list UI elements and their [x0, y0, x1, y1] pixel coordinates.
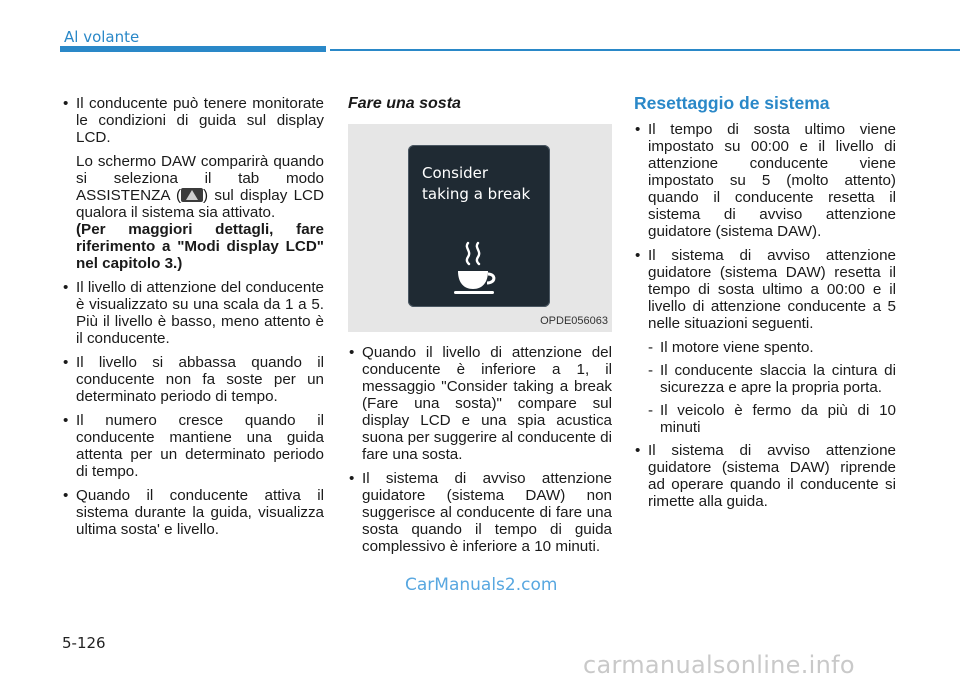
- text-run: Lo schermo DAW comparirà quando si seleziona il tab modo ASSISTENZA (: [76, 153, 324, 204]
- section-heading: Resettaggio de sistema: [634, 93, 830, 113]
- screen-message: [422, 163, 544, 205]
- section-heading: Fare una sosta: [348, 95, 461, 112]
- watermark-link[interactable]: CarManuals2.com: [405, 575, 558, 595]
- bold-reference: (Per maggiori dettagli, fare riferimento a "Modi display LCD" nel capitolo 3.): [76, 221, 324, 272]
- screen-message-line: taking a break: [422, 185, 531, 203]
- header-rule-thick: [60, 46, 326, 52]
- list-item: • Quando il livello di attenzione del conducente è inferiore a 1, il messaggio "Consider taking a break (Fare una sosta)" compare sul display LCD e una spia acustica suona per suggerire al conducente di fare una sosta.: [348, 344, 612, 463]
- site-watermark: carmanualsonline.info: [583, 651, 855, 679]
- sub-list-item: - Il veicolo è fermo da più di 10 minuti: [634, 402, 896, 436]
- figure-code: OPDE056063: [540, 315, 608, 327]
- screen-message-line: Consider: [422, 164, 489, 182]
- paragraph: • Il conducente può tenere monitorate le condizioni di guida sul display LCD.: [76, 95, 324, 146]
- list-item: • Il sistema di avviso attenzione guidatore (sistema DAW) riprende ad operare quando il conducente si rimette alla guida.: [634, 442, 896, 510]
- sub-list-item: - Il conducente slaccia la cintura di sicurezza e apre la propria porta.: [634, 362, 896, 396]
- column-right: [634, 95, 896, 517]
- figure: [348, 124, 612, 332]
- column-left: [62, 95, 324, 545]
- coffee-cup-icon: [454, 239, 506, 297]
- list-item: [62, 95, 324, 272]
- list-item: • Il tempo di sosta ultimo viene impostato su 00:00 e il livello di attenzione conducente viene impostato su 5 (molto attento) quando il conducente resetta il sistema di avviso attenzione guidatore (sistema DAW).: [634, 121, 896, 240]
- section-title: Al volante: [64, 28, 140, 46]
- list-item: • Il livello si abbassa quando il conducente non fa soste per un determinato periodo di tempo.: [62, 354, 324, 405]
- list-item: • Il livello di attenzione del conducente è visualizzato su una scala da 1 a 5. Più il livello è basso, meno attento è il conducente.: [62, 279, 324, 347]
- text-run: ) sul display LCD qualora il sistema sia attivato.: [76, 187, 324, 221]
- list-item: • Quando il conducente attiva il sistema durante la guida, visualizza ultima sosta' e livello.: [62, 487, 324, 538]
- header-rule-thin: [330, 49, 960, 51]
- list-item: • Il sistema di avviso attenzione guidatore (sistema DAW) resetta il tempo di sosta ultimo a 00:00 e il livello di attenzione conducente a 5 nelle situazioni seguenti.: [634, 247, 896, 332]
- paragraph: [76, 153, 324, 221]
- page-number: 5-126: [62, 634, 106, 652]
- lcd-screen: [408, 145, 550, 307]
- sub-list-item: - Il motore viene spento.: [634, 339, 896, 356]
- list-item: • Il numero cresce quando il conducente mantiene una guida attenta per un determinato periodo di tempo.: [62, 412, 324, 480]
- list-item: • Il sistema di avviso attenzione guidatore (sistema DAW) non suggerisce al conducente di fare una sosta quando il tempo di guida complessivo è inferiore a 10 minuti.: [348, 470, 612, 555]
- assist-mode-icon: [181, 188, 203, 202]
- column-middle: [348, 95, 612, 562]
